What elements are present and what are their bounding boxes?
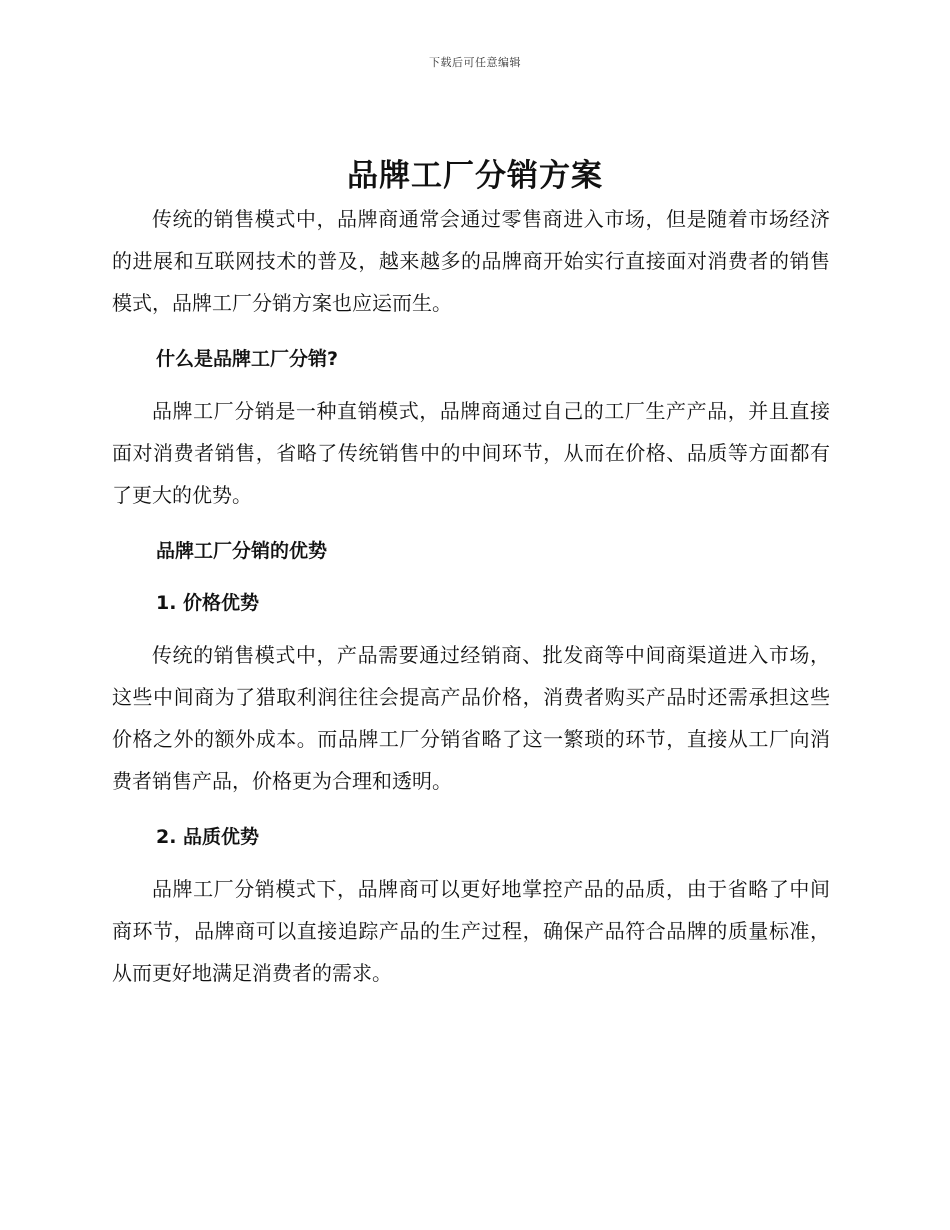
page-header: 下载后可任意编辑 [429, 56, 521, 69]
subsection-quality-paragraph: 品牌工厂分销模式下，品牌商可以更好地掌控产品的品质，由于省略了中间商环节，品牌商可以直接追踪产品的生产过程，确保产品符合品牌的质量标准，从而更好地满足消费者的需求。 [112, 877, 830, 985]
document-body [112, 198, 830, 994]
subsection-price-paragraph: 传统的销售模式中，产品需要通过经销商、批发商等中间商渠道进入市场，这些中间商为了猎取利润往往会提高产品价格，消费者购买产品时还需承担这些价格之外的额外成本。而品牌工厂分销省略了这一繁琐的环节，直接从工厂向消费者销售产品，价格更为合理和透明。 [112, 643, 830, 793]
subsection-heading-quality: 2. 品质优势 [156, 826, 260, 848]
section-heading-advantages: 品牌工厂分销的优势 [156, 540, 328, 562]
subsection-heading-price: 1. 价格优势 [156, 592, 260, 614]
page-title: 品牌工厂分销方案 [347, 158, 603, 194]
section-heading-what: 什么是品牌工厂分销? [156, 348, 339, 370]
intro-paragraph: 传统的销售模式中，品牌商通常会通过零售商进入市场，但是随着市场经济的进展和互联网技术的普及，越来越多的品牌商开始实行直接面对消费者的销售模式，品牌工厂分销方案也应运而生。 [112, 207, 830, 315]
section-what-paragraph: 品牌工厂分销是一种直销模式，品牌商通过自己的工厂生产产品，并且直接面对消费者销售，省略了传统销售中的中间环节，从而在价格、品质等方面都有了更大的优势。 [112, 399, 830, 507]
